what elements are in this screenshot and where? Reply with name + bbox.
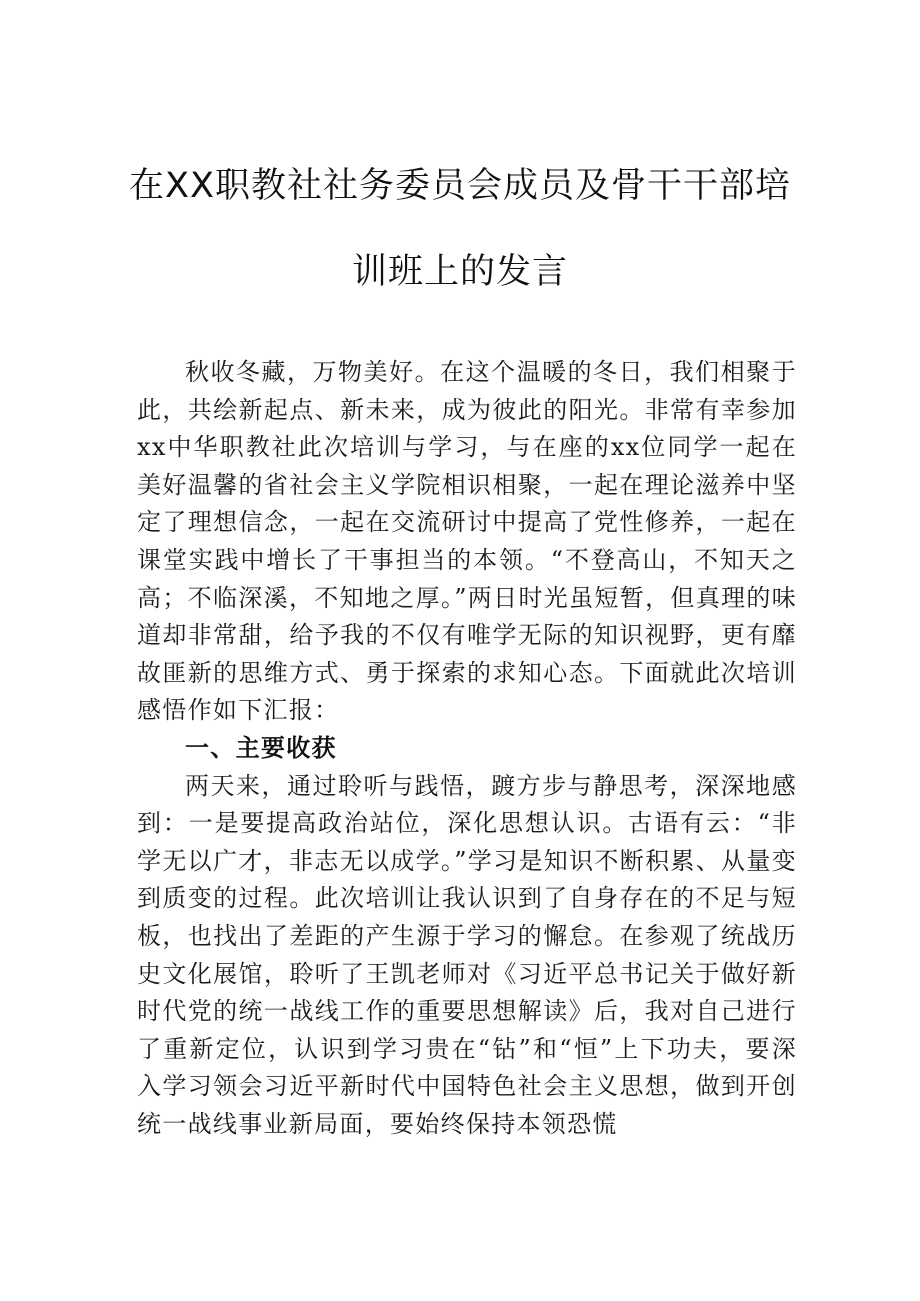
document-title-line-2: 训班上的发言 bbox=[351, 252, 568, 292]
paragraph-main-gains: 两天来，通过聆听与践悟，踱方步与静思考，深深地感到：一是要提高政治站位，深化思想认识。古语有云：“非学无以广才，非志无以成学。”学习是知识不断积累、从量变到质变的过程。此次培训让我认识到了自身存在的不足与短板，也找出了差距的产生源于学习的懈怠。在参观了统战历史文化展馆，聆听了王凯老师对《习近平总书记关于做好新时代党的统一战线工作的重要思想解读》后，我对自己进行了重新定位，认识到学习贵在“钻”和“恒”上下功夫，要深入学习领会习近平新时代中国特色社会主义思想，做到开创统一战线事业新局面，要始终保持本领恐慌 bbox=[137, 771, 797, 1138]
section-heading-main-gains: 一、主要收获 bbox=[185, 733, 337, 762]
document-body bbox=[137, 354, 797, 1143]
paragraph-intro: 秋收冬藏，万物美好。在这个温暖的冬日，我们相聚于此，共绘新起点、新未来，成为彼此的阳光。非常有幸参加xx中华职教社此次培训与学习，与在座的xx位同学一起在美好温馨的省社会主义学院相识相聚，一起在理论滋养中坚定了理想信念，一起在交流研讨中提高了党性修养，一起在课堂实践中增长了干事担当的本领。“不登高山，不知天之高；不临深溪，不知地之厚。”两日时光虽短暂，但真理的味道却非常甜，给予我的不仅有唯学无际的知识视野，更有靡故匪新的思维方式、勇于探索的求知心态。下面就此次培训感悟作如下汇报： bbox=[137, 358, 797, 725]
document-title-line-1: 在XX职教社社务委员会成员及骨干干部培 bbox=[129, 166, 791, 206]
